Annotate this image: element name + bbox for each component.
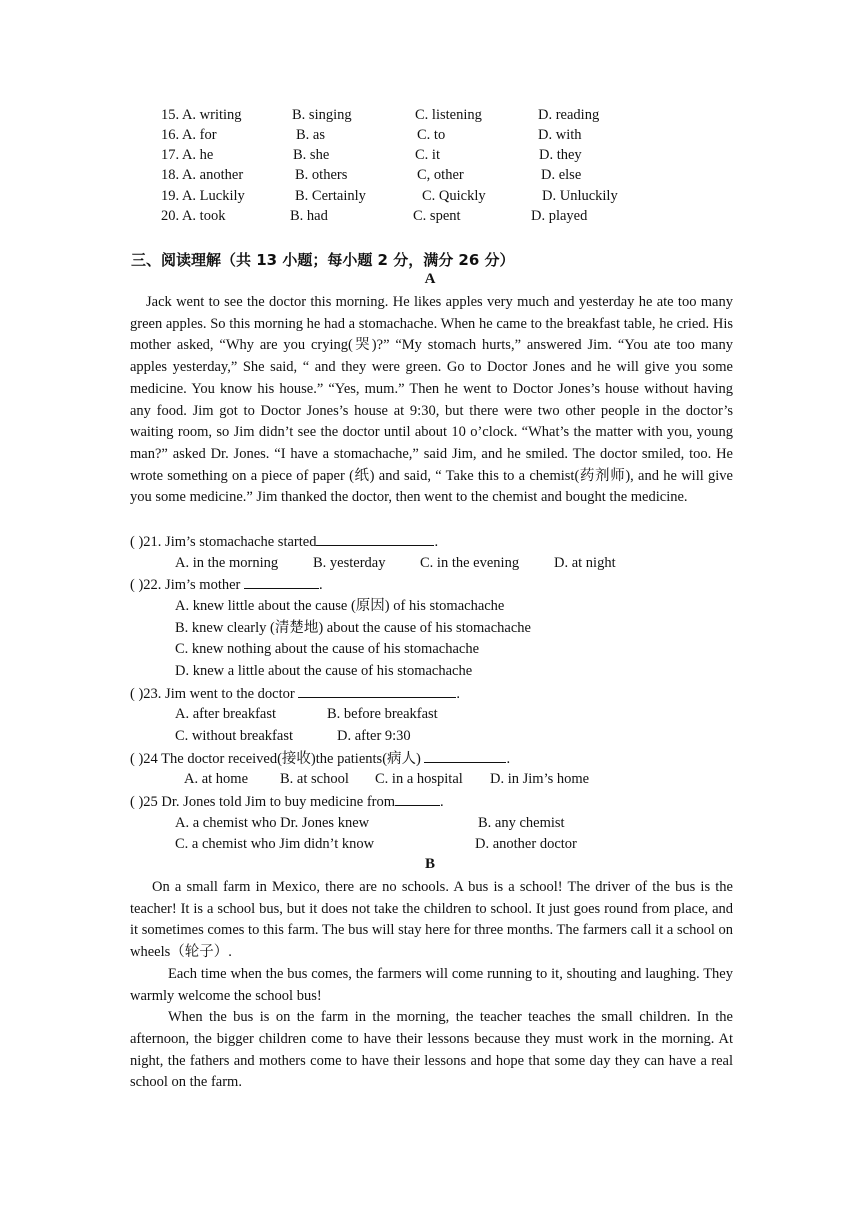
- question-23: [130, 683, 460, 705]
- answer-blank[interactable]: [298, 683, 456, 698]
- passage-b-label: B: [424, 856, 435, 872]
- option-a: A. at home: [184, 771, 249, 787]
- answer-bracket[interactable]: ( ): [130, 577, 144, 593]
- option-b: B. any chemist: [478, 815, 565, 831]
- option-b: B. she: [293, 147, 330, 163]
- option-b: B. yesterday: [313, 555, 386, 571]
- option-b: B. at school: [280, 771, 349, 787]
- option-c: C. without breakfast: [175, 728, 293, 744]
- passage-a-label: A: [424, 271, 436, 287]
- question-end: .: [456, 686, 460, 702]
- option-c: C. to: [417, 127, 446, 143]
- question-end: .: [506, 751, 511, 767]
- option-d: D. Unluckily: [542, 188, 618, 204]
- option-d: D. after 9:30: [337, 728, 411, 744]
- question-21: [130, 531, 438, 553]
- option-d: D. in Jim’s home: [490, 771, 590, 787]
- section-heading: 三、阅读理解（共 13 小题；每小题 2 分，满分 26 分）: [131, 251, 515, 269]
- option-c: C. a chemist who Jim didn’t know: [175, 836, 375, 852]
- question-stem: 25 Dr. Jones told Jim to buy medicine from: [143, 794, 396, 810]
- option-a: 19. A. Luckily: [161, 188, 245, 204]
- option-d: D. else: [541, 167, 582, 183]
- option-a: 16. A. for: [161, 127, 217, 143]
- question-25: [130, 791, 444, 813]
- option-b: B. singing: [292, 107, 352, 123]
- option-c: C. knew nothing about the cause of his stomachache: [175, 641, 480, 657]
- answer-bracket[interactable]: ( ): [130, 686, 144, 702]
- question-end: .: [319, 577, 323, 593]
- option-b: B. as: [296, 127, 325, 143]
- answer-blank[interactable]: [424, 748, 506, 763]
- option-b: B. Certainly: [295, 188, 366, 204]
- answer-bracket[interactable]: ( ): [130, 534, 144, 550]
- passage-a-text: [130, 292, 733, 509]
- answer-blank[interactable]: [395, 791, 440, 806]
- option-a: A. after breakfast: [175, 706, 277, 722]
- option-c: C. spent: [413, 208, 461, 224]
- answer-blank[interactable]: [316, 531, 434, 546]
- option-d: D. another doctor: [475, 836, 577, 852]
- answer-blank[interactable]: [244, 574, 319, 589]
- option-c: C. listening: [415, 107, 482, 123]
- option-d: D. they: [539, 147, 582, 163]
- option-b: B. others: [295, 167, 348, 183]
- option-d: D. with: [538, 127, 582, 143]
- option-d: D. played: [531, 208, 588, 224]
- option-d: D. at night: [554, 555, 616, 571]
- option-d: D. reading: [538, 107, 600, 123]
- option-a: 18. A. another: [161, 167, 244, 183]
- option-a: A. a chemist who Dr. Jones knew: [175, 815, 370, 831]
- option-c: C, other: [417, 167, 464, 183]
- option-a: A. knew little about the cause (原因) of his stomachache: [175, 598, 505, 614]
- answer-bracket[interactable]: ( ): [130, 751, 144, 767]
- passage-a-body: Jack went to see the doctor this morning. He likes apples very much and yesterday he ate too many green apples. So this morning he had a stomachache. When he came to the breakfast table, he cried. His mother asked, “Why are you crying(哭)?” “My stomach hurts,” answered Jim. “You ate too many apples yesterday,” She said, “ and they were green. Go to Doctor Jones and he will give you some medicine. You know his house.” “Yes, mum.” Then he went to Doctor Jones’s house without having any food. Jim got to Doctor Jones’s house at 9:30, but there were two other people in the doctor’s waiting room, so Jim didn’t see the doctor until about 10 o’clock. “What’s the matter with you, young man?” asked Dr. Jones. “I have a stomachache,” said Jim, and he smiled. The doctor smiled, too. He wrote something on a piece of paper (纸) and said, “ Take this to a chemist(药剂师), and he will give you some medicine.” Jim thanked the doctor, then went to the chemist and bought the medicine.: [130, 294, 733, 506]
- option-a: 17. A. he: [161, 147, 214, 163]
- option-a: 20. A. took: [161, 208, 226, 224]
- option-a: 15. A. writing: [161, 107, 242, 123]
- question-end: .: [440, 794, 444, 810]
- question-22: [130, 574, 323, 596]
- option-c: C. in the evening: [420, 555, 520, 571]
- question-stem: 23. Jim went to the doctor: [143, 686, 295, 702]
- answer-bracket[interactable]: ( ): [130, 794, 144, 810]
- option-c: C. Quickly: [422, 188, 486, 204]
- question-stem: 21. Jim’s stomachache started: [143, 534, 317, 550]
- option-d: D. knew a little about the cause of his stomachache: [175, 663, 473, 679]
- passage-b-text: [130, 877, 733, 1094]
- passage-b-paragraph: On a small farm in Mexico, there are no schools. A bus is a school! The driver of the bus is the teacher! It is a school bus, but it does not take the children to school. It just goes round from place, and it sometimes comes to this farm. The bus will stay here for three months. The farmers call it a school on wheels（轮子）.: [130, 879, 733, 961]
- question-stem: 22. Jim’s mother: [143, 577, 241, 593]
- option-c: C. it: [415, 147, 440, 163]
- option-b: B. knew clearly (清楚地) about the cause of his stomachache: [175, 620, 531, 636]
- passage-b-paragraph: When the bus is on the farm in the morning, the teacher teaches the small children. In the afternoon, the bigger children come to have their lessons because they must work in the morning. At night, the fathers and mothers come to have their lessons and hope that some day they can have a real school on the farm.: [130, 1009, 733, 1091]
- question-end: .: [434, 534, 439, 550]
- question-stem: 24 The doctor received(接收)the patients(病人): [143, 751, 421, 767]
- option-b: B. had: [290, 208, 328, 224]
- option-b: B. before breakfast: [327, 706, 438, 722]
- passage-b-paragraph: Each time when the bus comes, the farmers will come running to it, shouting and laughing. They warmly welcome the school bus!: [130, 965, 733, 1004]
- option-c: C. in a hospital: [375, 771, 463, 787]
- option-a: A. in the morning: [175, 555, 279, 571]
- question-24: [130, 748, 510, 770]
